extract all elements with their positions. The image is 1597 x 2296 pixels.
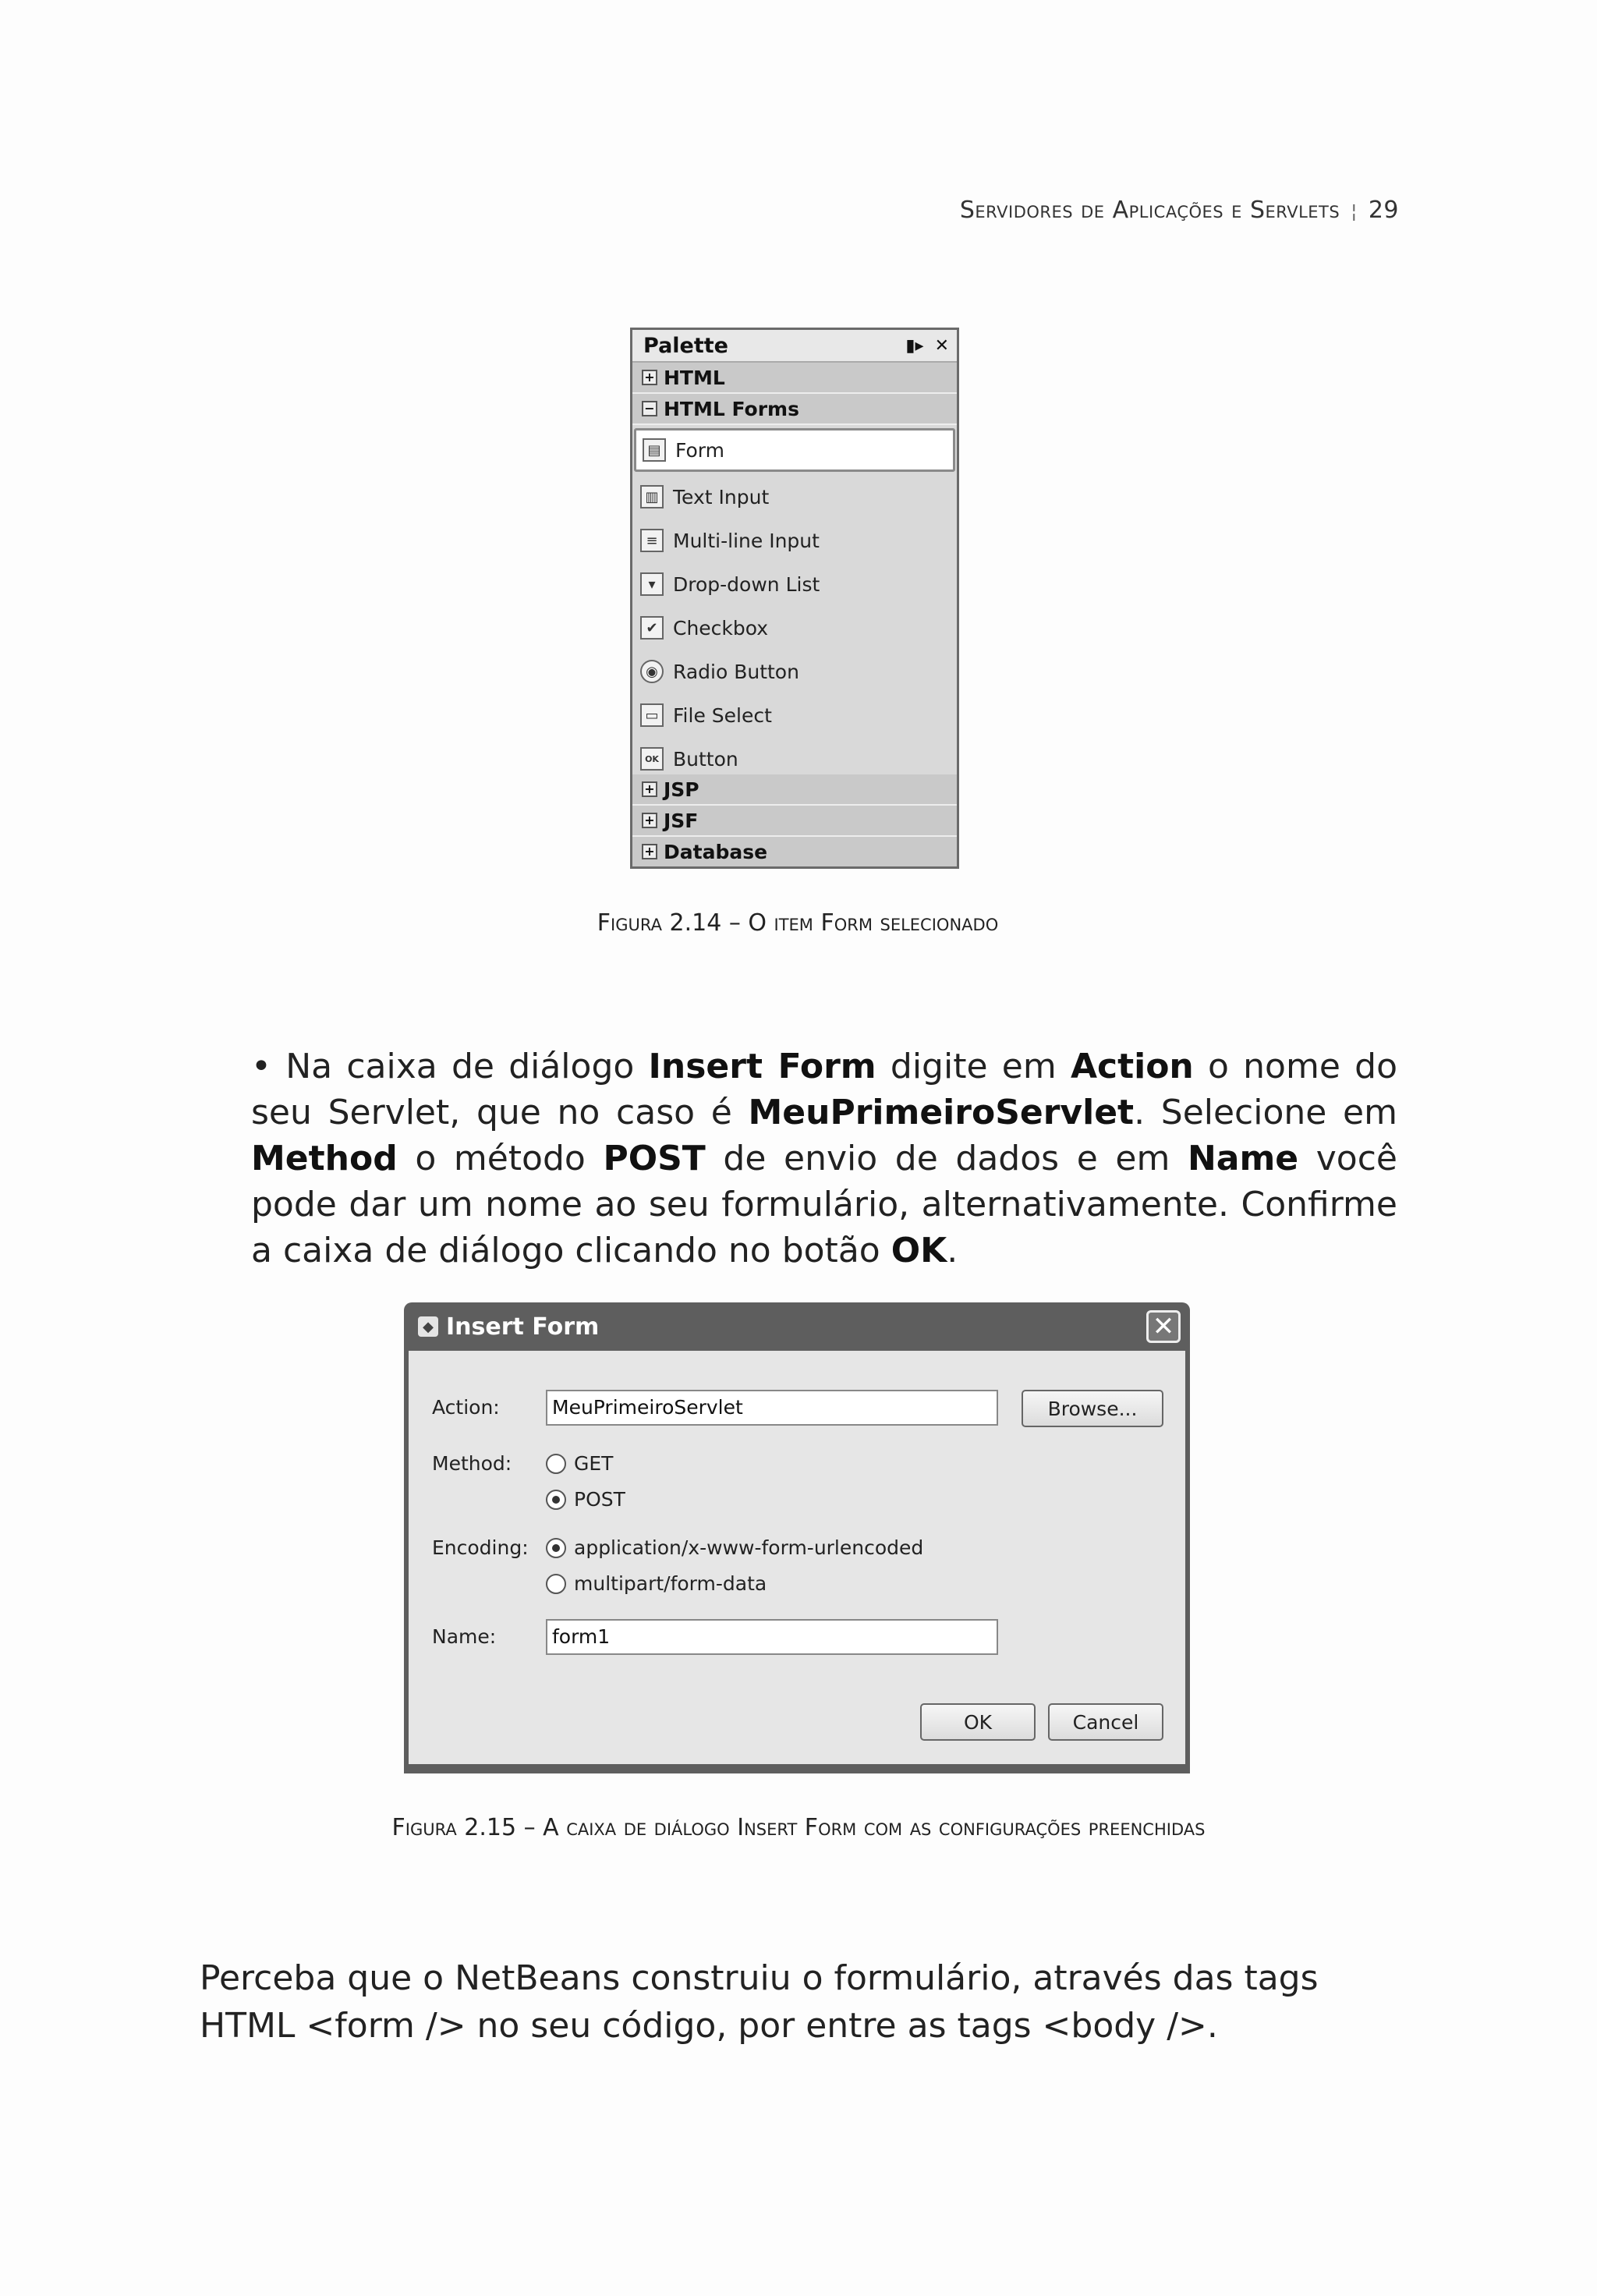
text-run: o método (397, 1139, 604, 1178)
dropdown-list-icon: ▾ (640, 572, 664, 596)
palette-category-jsf[interactable] (632, 806, 957, 837)
item-label: Form (675, 438, 724, 462)
bold-term: Name (1187, 1139, 1299, 1178)
category-label: Database (664, 840, 768, 863)
category-label: HTML (664, 366, 725, 389)
bold-term: MeuPrimeiroServlet (748, 1093, 1135, 1132)
text-run: o nome do seu Servlet, que no caso é (251, 1047, 1397, 1132)
ok-button[interactable]: OK (920, 1703, 1036, 1741)
method-post-radio[interactable] (546, 1488, 625, 1511)
radio-circle-selected[interactable] (546, 1538, 566, 1558)
running-title: Servidores de Aplicações e Servlets (959, 197, 1340, 224)
checkbox-icon: ✔ (640, 616, 664, 640)
encoding-urlencoded-radio[interactable] (546, 1536, 923, 1559)
category-label: JSF (664, 809, 699, 832)
palette-category-database[interactable] (632, 837, 957, 866)
item-label: Radio Button (673, 660, 799, 683)
palette-category-jsp[interactable] (632, 774, 957, 806)
palette-item-dropdown-list[interactable] (634, 562, 955, 606)
item-label: File Select (673, 703, 772, 727)
item-label: Button (673, 747, 738, 771)
palette-title-bar (632, 330, 957, 363)
closing-paragraph: Perceba que o NetBeans construiu o formulário, através das tags HTML <form /> no seu código, por entre as tags <body />. (200, 1958, 1319, 2046)
encoding-label: Encoding: (432, 1536, 529, 1559)
expand-icon[interactable]: + (642, 844, 657, 859)
radio-button-icon: ◉ (640, 660, 664, 683)
dialog-title: Insert Form (446, 1313, 600, 1341)
palette-title: Palette (643, 333, 728, 358)
palette-category-html[interactable] (632, 363, 957, 394)
expand-icon[interactable]: + (642, 781, 657, 797)
file-select-icon: ▭ (640, 703, 664, 727)
item-label: Checkbox (673, 616, 769, 640)
palette-panel (630, 328, 959, 869)
radio-circle[interactable] (546, 1454, 566, 1474)
netbeans-cube-icon: ◆ (418, 1316, 438, 1337)
radio-circle[interactable] (546, 1574, 566, 1594)
collapse-icon[interactable]: − (642, 401, 657, 416)
radio-circle-selected[interactable] (546, 1490, 566, 1510)
running-head (947, 197, 1399, 224)
text-run: digite em (876, 1047, 1071, 1086)
category-label: HTML Forms (664, 397, 799, 420)
encoding-multipart-radio[interactable] (546, 1572, 767, 1595)
text-run: você pode dar um nome ao seu formulário, alternativamente. Confirme a caixa de diálogo clicando no botão (251, 1139, 1397, 1270)
category-label: JSP (664, 778, 699, 801)
palette-item-multiline-input[interactable] (634, 519, 955, 562)
bold-term: Action (1070, 1047, 1194, 1086)
palette-item-checkbox[interactable] (634, 606, 955, 650)
radio-label: multipart/form-data (574, 1572, 767, 1595)
text-run: Na caixa de diálogo (285, 1047, 649, 1086)
action-label: Action: (432, 1396, 500, 1419)
expand-icon[interactable]: + (642, 370, 657, 385)
palette-item-radio-button[interactable] (634, 650, 955, 693)
dialog-title-bar (409, 1302, 1185, 1351)
name-field[interactable]: form1 (546, 1619, 998, 1655)
figure-caption-2-14: Figura 2.14 – O item Form selecionado (597, 909, 999, 937)
bold-term: POST (603, 1139, 706, 1178)
name-label: Name: (432, 1625, 497, 1648)
palette-item-file-select[interactable] (634, 693, 955, 737)
radio-label: POST (574, 1488, 625, 1511)
browse-button[interactable]: Browse... (1022, 1390, 1163, 1427)
dialog-body (409, 1351, 1185, 1764)
palette-item-form[interactable] (634, 428, 955, 472)
method-get-radio[interactable] (546, 1452, 613, 1475)
palette-item-text-input[interactable] (634, 475, 955, 519)
bold-term: Insert Form (648, 1047, 876, 1086)
cancel-button[interactable]: Cancel (1048, 1703, 1163, 1741)
radio-label: GET (574, 1452, 614, 1475)
dock-icon[interactable]: ▮▸ (905, 335, 924, 356)
radio-label: application/x-www-form-urlencoded (574, 1536, 924, 1559)
palette-category-html-forms[interactable] (632, 394, 957, 425)
text-run: de envio de dados e em (705, 1139, 1188, 1178)
instruction-paragraph (251, 1043, 1397, 1274)
multiline-input-icon: ≡ (640, 529, 664, 552)
expand-icon[interactable]: + (642, 813, 657, 828)
bullet: • (251, 1047, 271, 1086)
item-label: Drop-down List (673, 572, 820, 596)
bold-term: OK (891, 1231, 947, 1270)
button-icon: OK (640, 747, 664, 771)
item-label: Text Input (673, 485, 770, 508)
figure-caption-2-15: Figura 2.15 – A caixa de diálogo Insert Form com as configurações preenchidas (391, 1814, 1206, 1841)
header-separator: ¦ (1351, 200, 1358, 222)
close-icon[interactable]: ✕ (934, 335, 949, 356)
form-icon: ▤ (643, 438, 666, 462)
page-number: 29 (1368, 197, 1399, 224)
close-icon[interactable]: ✕ (1146, 1310, 1181, 1343)
text-run: . Selecione em (1134, 1093, 1397, 1132)
item-label: Multi-line Input (673, 529, 820, 552)
action-field[interactable]: MeuPrimeiroServlet (546, 1390, 998, 1426)
bold-term: Method (251, 1139, 398, 1178)
insert-form-dialog (404, 1302, 1190, 1773)
text-input-icon: ▥ (640, 485, 664, 508)
text-run: . (947, 1231, 958, 1270)
method-label: Method: (432, 1452, 512, 1475)
